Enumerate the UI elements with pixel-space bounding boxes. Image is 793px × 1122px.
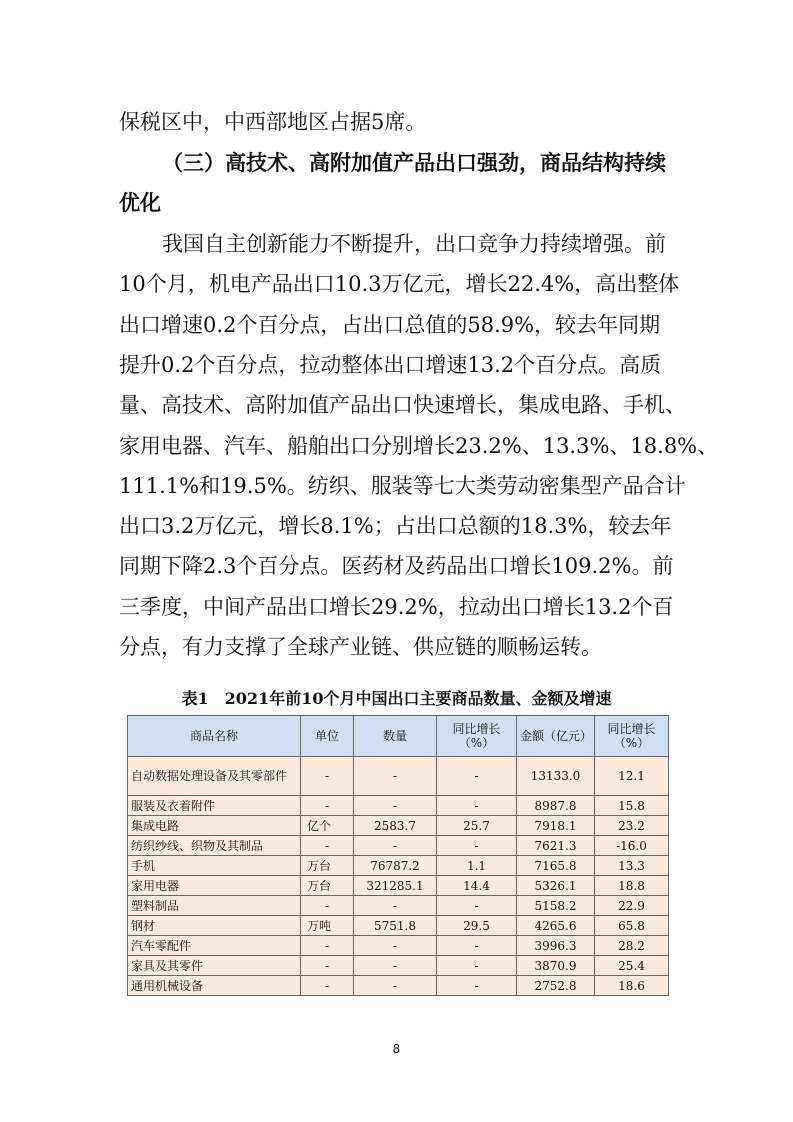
cell-commodity-name: 塑料制品 xyxy=(128,896,301,916)
cell-unit: - xyxy=(301,956,354,976)
cell-quantity-growth: - xyxy=(437,757,517,796)
cell-amount-growth: 13.3 xyxy=(595,856,669,876)
body-line: 量、高技术、高附加值产品出口快速增长，集成电路、手机、 xyxy=(119,393,686,417)
table-row xyxy=(128,896,669,916)
cell-amount: 5326.1 xyxy=(517,876,595,896)
cell-amount-growth: 18.8 xyxy=(595,876,669,896)
cell-commodity-name: 纺织纱线、织物及其制品 xyxy=(128,836,301,856)
cell-amount-growth: 23.2 xyxy=(595,816,669,836)
header-quantity: 数量 xyxy=(354,716,437,757)
table-row xyxy=(128,796,669,816)
cell-amount-growth: 25.4 xyxy=(595,956,669,976)
cell-unit: - xyxy=(301,757,354,796)
body-line: 111.1%和19.5%。纺织、服装等七大类劳动密集型产品合计 xyxy=(119,474,686,498)
cell-quantity: 5751.8 xyxy=(354,916,437,936)
cell-commodity-name: 钢材 xyxy=(128,916,301,936)
header-commodity-name: 商品名称 xyxy=(128,716,301,757)
cell-commodity-name: 通用机械设备 xyxy=(128,976,301,996)
cell-amount-growth: 18.6 xyxy=(595,976,669,996)
cell-commodity-name: 家具及其零件 xyxy=(128,956,301,976)
body-line: 出口3.2万亿元，增长8.1%；占出口总额的18.3%，较去年 xyxy=(119,514,672,538)
cell-amount: 2752.8 xyxy=(517,976,595,996)
cell-unit: - xyxy=(301,976,354,996)
table-row xyxy=(128,956,669,976)
cell-commodity-name: 自动数据处理设备及其零部件 xyxy=(128,757,301,796)
table-row xyxy=(128,936,669,956)
cell-quantity: 2583.7 xyxy=(354,816,437,836)
table-row xyxy=(128,916,669,936)
cell-quantity: - xyxy=(354,836,437,856)
cell-amount-growth: 28.2 xyxy=(595,936,669,956)
cell-amount-growth: 22.9 xyxy=(595,896,669,916)
cell-quantity: - xyxy=(354,976,437,996)
body-line: 我国自主创新能力不断提升，出口竞争力持续增强。前 xyxy=(162,232,666,256)
cell-unit: - xyxy=(301,836,354,856)
cell-amount: 7165.8 xyxy=(517,856,595,876)
section-heading-line-2: 优化 xyxy=(119,190,161,215)
body-line: 出口增速0.2个百分点，占出口总值的58.9%，较去年同期 xyxy=(119,313,661,337)
cell-commodity-name: 集成电路 xyxy=(128,816,301,836)
body-line: 10个月，机电产品出口10.3万亿元，增长22.4%，高出整体 xyxy=(119,272,680,296)
table-row xyxy=(128,816,669,836)
cell-unit: - xyxy=(301,796,354,816)
cell-commodity-name: 服装及衣着附件 xyxy=(128,796,301,816)
table-row xyxy=(128,876,669,896)
cell-quantity-growth: - xyxy=(437,936,517,956)
export-commodities-table xyxy=(127,715,669,996)
cell-quantity-growth: - xyxy=(437,836,517,856)
body-line: 家用电器、汽车、船舶出口分别增长23.2%、13.3%、18.8%、 xyxy=(119,434,719,458)
body-line: 分点，有力支撑了全球产业链、供应链的顺畅运转。 xyxy=(119,635,602,659)
table-row xyxy=(128,836,669,856)
cell-amount: 7918.1 xyxy=(517,816,595,836)
cell-amount: 4265.6 xyxy=(517,916,595,936)
cell-amount-growth: 12.1 xyxy=(595,757,669,796)
cell-commodity-name: 家用电器 xyxy=(128,876,301,896)
cell-quantity: 76787.2 xyxy=(354,856,437,876)
cell-quantity: - xyxy=(354,956,437,976)
cell-quantity-growth: - xyxy=(437,976,517,996)
cell-unit: 万台 xyxy=(301,856,354,876)
cell-amount: 8987.8 xyxy=(517,796,595,816)
cell-quantity-growth: - xyxy=(437,796,517,816)
cell-amount: 5158.2 xyxy=(517,896,595,916)
body-line: 提升0.2个百分点，拉动整体出口增速13.2个百分点。高质 xyxy=(119,353,662,377)
header-amount: 金额（亿元） xyxy=(517,716,595,757)
paragraph-continuation: 保税区中，中西部地区占据5席。 xyxy=(119,110,427,134)
cell-quantity-growth: - xyxy=(437,956,517,976)
cell-amount-growth: 15.8 xyxy=(595,796,669,816)
table-row xyxy=(128,757,669,796)
header-quantity-growth: 同比增长（%） xyxy=(437,716,517,757)
header-unit: 单位 xyxy=(301,716,354,757)
cell-amount-growth: 65.8 xyxy=(595,916,669,936)
cell-quantity: - xyxy=(354,896,437,916)
cell-unit: - xyxy=(301,896,354,916)
cell-quantity: 321285.1 xyxy=(354,876,437,896)
cell-commodity-name: 汽车零配件 xyxy=(128,936,301,956)
section-heading-line-1: （三）高技术、高附加值产品出口强劲，商品结构持续 xyxy=(162,150,666,175)
cell-amount: 7621.3 xyxy=(517,836,595,856)
cell-commodity-name: 手机 xyxy=(128,856,301,876)
table-header-row xyxy=(128,716,669,757)
cell-amount: 3870.9 xyxy=(517,956,595,976)
page-number: 8 xyxy=(392,1042,401,1056)
table-row xyxy=(128,976,669,996)
cell-quantity: - xyxy=(354,796,437,816)
body-line: 三季度，中间产品出口增长29.2%，拉动出口增长13.2个百 xyxy=(119,595,674,619)
cell-amount: 13133.0 xyxy=(517,757,595,796)
cell-unit: 亿个 xyxy=(301,816,354,836)
cell-quantity-growth: 29.5 xyxy=(437,916,517,936)
cell-unit: 万台 xyxy=(301,876,354,896)
body-line: 同期下降2.3个百分点。医药材及药品出口增长109.2%。前 xyxy=(119,554,674,578)
cell-quantity: - xyxy=(354,936,437,956)
table-row xyxy=(128,856,669,876)
cell-quantity-growth: - xyxy=(437,896,517,916)
header-amount-growth: 同比增长（%） xyxy=(595,716,669,757)
cell-quantity-growth: 14.4 xyxy=(437,876,517,896)
cell-unit: - xyxy=(301,936,354,956)
cell-amount-growth: -16.0 xyxy=(595,836,669,856)
cell-unit: 万吨 xyxy=(301,916,354,936)
cell-quantity: - xyxy=(354,757,437,796)
cell-amount: 3996.3 xyxy=(517,936,595,956)
cell-quantity-growth: 25.7 xyxy=(437,816,517,836)
cell-quantity-growth: 1.1 xyxy=(437,856,517,876)
table-caption: 表1 2021年前10个月中国出口主要商品数量、金额及增速 xyxy=(181,689,612,708)
